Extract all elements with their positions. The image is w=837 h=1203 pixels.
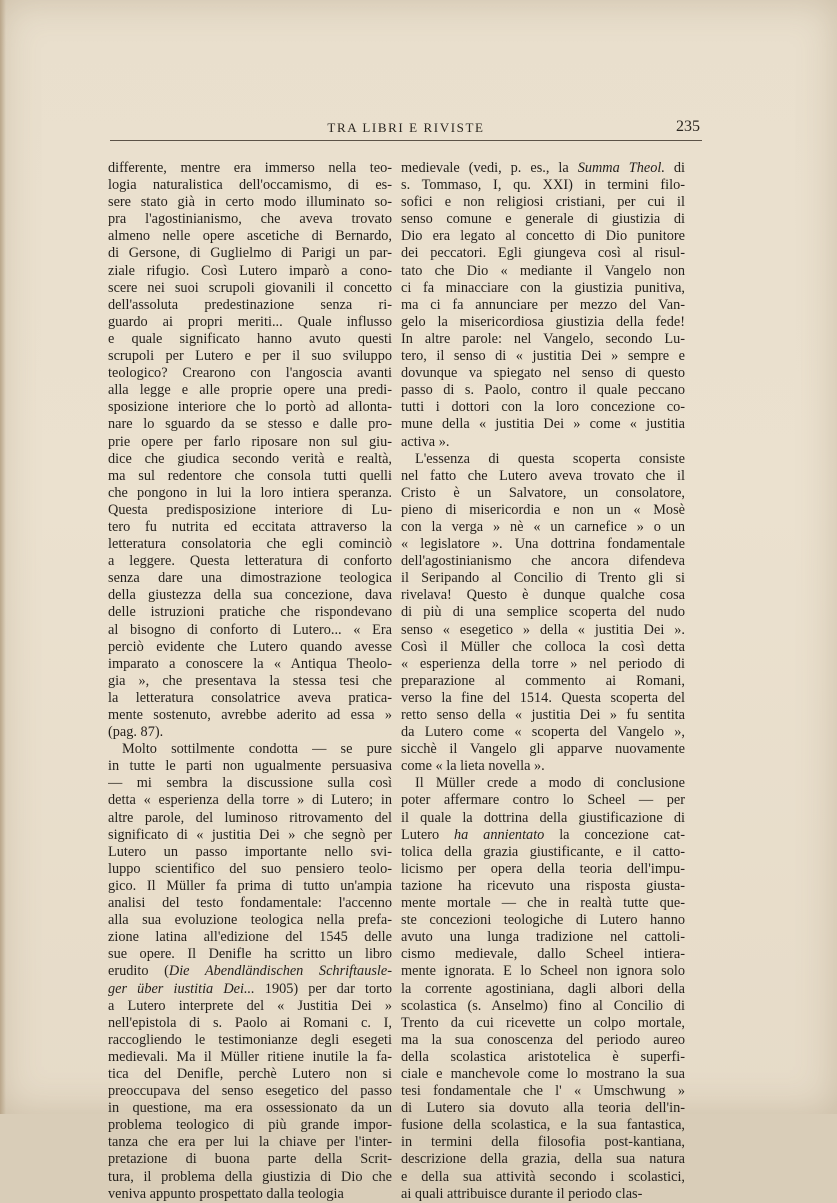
text-run: tutti i dottori con la loro concezione co- [401, 399, 685, 416]
text-line [108, 280, 392, 297]
text-column-right [401, 160, 685, 1203]
text-line [401, 707, 685, 724]
text-line [108, 399, 392, 416]
running-head: TRA LIBRI E RIVISTE [327, 120, 485, 135]
text-line [401, 981, 685, 998]
text-run: imparato a conoscere la « Antiqua Theolo- [108, 655, 392, 672]
text-line [401, 946, 685, 963]
text-line [401, 434, 685, 451]
text-run: e della sua attività secondo i scolastici, [401, 1168, 685, 1185]
text-line [108, 690, 392, 707]
text-line [401, 1083, 685, 1100]
text-line [401, 741, 685, 758]
text-line [108, 416, 392, 433]
text-run: poter affermare contro lo Scheel — per [401, 792, 685, 809]
text-line [108, 998, 392, 1015]
text-line [108, 382, 392, 399]
text-line [401, 331, 685, 348]
text-run: sicchè il Vangelo gli apparve nuovamente [401, 741, 685, 758]
text-run: « legislatore ». Una dottrina fondamentale [401, 536, 685, 553]
text-run: Lutero un passo importante nello svi- [108, 843, 392, 860]
text-line [401, 998, 685, 1015]
text-line [108, 1049, 392, 1066]
text-run: della scolastica aristotelica è superfi- [401, 1048, 685, 1065]
text-line [401, 929, 685, 946]
text-line [108, 895, 392, 912]
text-run: tolica della grazia giustificante, e il catto- [401, 843, 685, 860]
text-line [108, 177, 392, 194]
text-run: dei peccatori. Egli giungeva così al risul- [401, 245, 685, 262]
text-line [401, 912, 685, 929]
text-line [108, 656, 392, 673]
text-run: activa ». [401, 433, 450, 450]
text-line [401, 228, 685, 245]
text-line [108, 434, 392, 451]
text-run: descrizione della grazia, della sua natura [401, 1151, 685, 1168]
text-line [401, 280, 685, 297]
text-line [401, 587, 685, 604]
text-line [401, 1186, 685, 1203]
text-line [401, 211, 685, 228]
text-column-left [108, 160, 392, 1203]
text-run: Lutero [401, 826, 454, 843]
text-run: letteratura consolatoria che egli cominciò [108, 536, 392, 553]
text-line [401, 792, 685, 809]
text-run: avuto una lunga tradizione nel cattoli- [401, 929, 685, 946]
text-run: nell'epistola di s. Paolo ai Romani c. I, [108, 1014, 392, 1031]
text-line [108, 502, 392, 519]
text-run: mune della « justitia Dei » come « justitia [401, 416, 685, 433]
text-line [401, 468, 685, 485]
text-line [401, 963, 685, 980]
text-run: veniva appunto prospettato dalla teologia [108, 1185, 344, 1202]
text-run: di [664, 160, 685, 176]
text-line [108, 194, 392, 211]
text-line [108, 297, 392, 314]
text-run: verso la fine del 1514. Questa scoperta del [401, 689, 685, 706]
text-line [401, 519, 685, 536]
text-line [401, 399, 685, 416]
text-run: altre parole, del luminoso ritrovamento del [108, 809, 392, 826]
text-line [108, 792, 392, 809]
text-line [108, 622, 392, 639]
text-run: scolastica (s. Anselmo) fino al Concilio di [401, 997, 685, 1014]
text-run: pieno di misericordia e non un « Mosè [401, 501, 685, 518]
text-run: il Seripando al Concilio di Trento gli si [401, 570, 685, 587]
text-run: a Lutero interprete del « Justitia Dei » [108, 997, 392, 1014]
text-line [108, 536, 392, 553]
text-line [401, 245, 685, 262]
text-run: il quale la dottrina della giustificazione di [401, 809, 685, 826]
text-run: problema teologico di più grande impor- [108, 1117, 392, 1134]
text-run: ma la sua conoscenza del periodo aureo [401, 1031, 685, 1048]
italic-run: ha annientato [454, 826, 545, 843]
text-run: gico. Il Müller fa prima di tutto un'ampia [108, 877, 392, 894]
text-line [401, 1151, 685, 1168]
text-run: tero fu nutrita ed eccitata attraverso la [108, 518, 392, 535]
text-run: significato di « justitia Dei » che segnò per [108, 826, 392, 843]
text-line [401, 553, 685, 570]
text-line [108, 929, 392, 946]
text-line [108, 365, 392, 382]
text-line [401, 348, 685, 365]
text-run: detta « esperienza della torre » di Lutero; in [108, 792, 392, 809]
text-run: rivelava! Questo è dunque qualche cosa [401, 587, 685, 604]
text-line [108, 946, 392, 963]
text-line [401, 878, 685, 895]
text-run: cismo medievale, dallo Scheel intiera- [401, 946, 685, 963]
text-line [401, 365, 685, 382]
text-run: zione latina all'edizione del 1545 delle [108, 929, 392, 946]
text-run: Dio era legato al concetto di Dio punitore [401, 228, 685, 245]
text-line [401, 1134, 685, 1151]
text-run: tero, il senso di « justitia Dei » sempre e [401, 348, 685, 365]
text-line [401, 1100, 685, 1117]
text-line [401, 194, 685, 211]
text-run: senza dare una dimostrazione teologica [108, 570, 392, 587]
text-line [401, 639, 685, 656]
text-run: — mi sembra la discussione sulla così [108, 775, 392, 792]
text-run: dovunque va spiegato nel senso di questo [401, 365, 685, 382]
text-run: nel fatto che Lutero aveva trovato che il [401, 467, 685, 484]
text-run: medievale (vedi, p. es., la [401, 160, 578, 176]
page-header [110, 118, 702, 142]
italic-run: ger über iustitia Dei... [108, 980, 255, 997]
text-run: Così il Müller che colloca la così detta [401, 638, 685, 655]
text-line [108, 639, 392, 656]
text-line [401, 263, 685, 280]
text-run: in termini della filosofia post-kantiana, [401, 1134, 685, 1151]
text-run: scere nei suoi scrupoli giovanili il concetto [108, 279, 392, 296]
text-run: sposizione interiore che lo portò ad allonta- [108, 399, 392, 416]
text-run: delle istruzioni pratiche che rispondevano [108, 604, 392, 621]
text-line [108, 587, 392, 604]
text-line [108, 724, 392, 741]
text-run: tesi fondamentale che l' « Umschwung » [401, 1083, 685, 1100]
text-run: di più di una semplice scoperta del nudo [401, 604, 685, 621]
text-line [401, 451, 685, 468]
text-run: 1905) per dar torto [254, 980, 392, 997]
text-line [108, 160, 392, 177]
text-run: alla legge e alle proprie opere una predi- [108, 382, 392, 399]
text-run: ste concezioni teologiche di Lutero hanno [401, 912, 685, 929]
text-line [108, 485, 392, 502]
text-run: nare lo sguardo da se stesso e dalle pro- [108, 416, 392, 433]
text-line [108, 331, 392, 348]
text-line [401, 724, 685, 741]
text-run: scrupoli per Lutero e per il suo sviluppo [108, 348, 392, 365]
text-run: della giustezza della sua concezione, dava [108, 587, 392, 604]
text-run: tato che Dio « mediante il Vangelo non [401, 262, 685, 279]
text-run: come « la lieta novella ». [401, 758, 545, 775]
text-run: passo di s. Paolo, contro il quale peccano [401, 382, 685, 399]
text-line [401, 673, 685, 690]
text-line [401, 297, 685, 314]
text-run: senso « esegetico » della « justitia Dei ». [401, 621, 685, 638]
text-line [401, 416, 685, 433]
text-line [401, 844, 685, 861]
text-run: preparazione al commento ai Romani, [401, 672, 685, 689]
text-run: medievali. Ma il Müller ritiene inutile la fa- [108, 1048, 392, 1065]
text-line [401, 1049, 685, 1066]
text-line [108, 314, 392, 331]
text-line [108, 451, 392, 468]
text-line [401, 775, 685, 792]
text-run: tura, il problema della giustizia di Dio che [108, 1168, 392, 1185]
text-line [108, 245, 392, 262]
text-run: la corrente agostiniana, dagli albori della [401, 980, 685, 997]
text-run: ai quali attribuisce durante il periodo clas- [401, 1185, 643, 1202]
text-line [108, 228, 392, 245]
text-run: di Gersone, di Guglielmo di Parigi un par- [108, 245, 392, 262]
text-line [401, 1169, 685, 1186]
text-run: prie opere per farlo riposare non sul giu- [108, 433, 392, 450]
text-line [108, 1015, 392, 1032]
text-line [401, 656, 685, 673]
text-run: mente mortale — che in realtà tutte que- [401, 895, 685, 912]
text-line [108, 348, 392, 365]
text-line [401, 810, 685, 827]
text-line [108, 758, 392, 775]
text-line [108, 1134, 392, 1151]
text-line [401, 485, 685, 502]
text-run: mente ignorata. E lo Scheel non ignora solo [401, 963, 685, 980]
text-run: guardo ai propri meriti... Quale influsso [108, 313, 392, 330]
text-run: ma sul redentore che consola tutti quelli [108, 467, 392, 484]
text-run: « esperienza della torre » nel periodo di [401, 655, 685, 672]
text-run: di Lutero sia dovuto alla teoria dell'in- [401, 1100, 685, 1117]
text-run: analisi del testo fondamentale: l'accenno [108, 895, 392, 912]
text-line [108, 570, 392, 587]
text-run: Molto sottilmente condotta — se pure [122, 741, 392, 758]
text-line [401, 1015, 685, 1032]
text-run: da Lutero come « scoperta del Vangelo », [401, 724, 685, 741]
text-run: sere stato già in certo modo illuminato so- [108, 194, 392, 211]
text-run: retto senso della « justitia Dei » fu sentita [401, 707, 685, 723]
text-run: Trento da cui ricevette un colpo mortale, [401, 1014, 685, 1031]
text-line [108, 878, 392, 895]
text-run: tica del Denifle, perchè Lutero non si [108, 1065, 392, 1082]
text-line [108, 963, 392, 980]
text-run: senso comune e generale di giustizia di [401, 211, 685, 228]
text-line [108, 1032, 392, 1049]
text-run: (pag. 87). [108, 724, 164, 741]
text-run: Il Müller crede a modo di conclusione [415, 775, 685, 792]
text-run: che pongono in lui la loro intiera speranza. [108, 484, 392, 501]
text-run: luppo scientifico del suo pensiero teolo- [108, 860, 392, 877]
text-line [108, 844, 392, 861]
text-run: Cristo è un Salvatore, un consolatore, [401, 484, 685, 501]
text-line [108, 1066, 392, 1083]
text-run: al bisogno di conforto di Lutero... « Era [108, 621, 392, 638]
page-number: 235 [676, 118, 700, 135]
text-run: gia », che presentava la stessa tesi che [108, 672, 392, 689]
text-line [108, 1186, 392, 1203]
text-line [108, 861, 392, 878]
text-line [108, 673, 392, 690]
text-line [108, 707, 392, 724]
text-run: alla sua evoluzione teologica nella prefa- [108, 912, 392, 929]
text-line [108, 553, 392, 570]
header-rule [110, 140, 702, 141]
text-run: in questione, ma era ossessionato da un [108, 1100, 392, 1117]
text-line [108, 211, 392, 228]
text-line [401, 160, 685, 177]
text-line [401, 1032, 685, 1049]
text-run: mente sostenuto, avrebbe aderito ad essa » [108, 707, 392, 723]
text-run: L'essenza di questa scoperta consiste [415, 450, 685, 467]
text-run: fusione della scolastica, e la sua fantastica, [401, 1117, 685, 1134]
text-line [401, 536, 685, 553]
text-line [401, 690, 685, 707]
text-run: sue opere. Il Denifle ha scritto un libro [108, 946, 392, 963]
text-line [108, 775, 392, 792]
text-run: s. Tommaso, I, qu. XXI) in termini filo- [401, 177, 685, 194]
text-line [401, 382, 685, 399]
text-line [108, 519, 392, 536]
text-run: dell'agostinianismo che ancora difendeva [401, 553, 685, 570]
text-run: in tutte le parti non ugualmente persuasiva [108, 758, 392, 775]
text-run: a leggere. Questa letteratura di conforto [108, 553, 392, 570]
text-run: logia naturalistica dell'occamismo, di es- [108, 177, 392, 194]
text-line [108, 468, 392, 485]
text-line [401, 502, 685, 519]
text-line [108, 1100, 392, 1117]
text-line [108, 827, 392, 844]
italic-run: Summa Theol. [577, 160, 665, 176]
text-line [401, 827, 685, 844]
text-line [108, 810, 392, 827]
text-line [108, 981, 392, 998]
text-run: raccogliendo le testimonianze degli esegeti [108, 1031, 392, 1048]
text-run: licismo per opera della teoria dell'impu- [401, 860, 685, 877]
text-run: ciale e manchevole come lo mostrano la sua [401, 1065, 685, 1082]
text-run: la letteratura consolatrice aveva pratica- [108, 689, 392, 706]
text-run: erudito ( [108, 963, 169, 980]
text-line [108, 1169, 392, 1186]
text-run: dice che giudica secondo verità e realtà, [108, 450, 392, 467]
text-run: pra l'agostinianismo, che aveva trovato [108, 211, 392, 228]
text-run: tazione ha ricevuto una risposta giusta- [401, 877, 685, 894]
text-line [108, 1083, 392, 1100]
text-run: gelo la misericordiosa giustizia della fede! [401, 313, 685, 330]
text-line [401, 604, 685, 621]
text-line [108, 912, 392, 929]
text-line [401, 1066, 685, 1083]
text-line [401, 570, 685, 587]
text-run: differente, mentre era immerso nella teo- [108, 160, 392, 176]
text-line [401, 895, 685, 912]
text-run: perciò evidente che Lutero quando avesse [108, 638, 392, 655]
text-line [108, 1117, 392, 1134]
text-line [108, 741, 392, 758]
text-run: ziale rifugio. Così Lutero imparò a cono- [108, 262, 392, 279]
text-run: preoccupava del senso esegetico del passo [108, 1083, 392, 1100]
text-run: teologico? Crearono con l'angoscia avanti [108, 365, 392, 382]
text-run: sofici e non religiosi cristiani, per cui il [401, 194, 685, 211]
text-run: pretazione di buona parte della Scrit- [108, 1151, 392, 1168]
text-line [108, 1151, 392, 1168]
text-run: dell'assoluta predestinazione senza ri- [108, 296, 392, 313]
text-run: la concezione cat- [544, 826, 685, 843]
text-run: ma ci fa annunciare per mezzo del Van- [401, 296, 685, 313]
text-line [108, 263, 392, 280]
text-line [401, 1117, 685, 1134]
text-run: e quale significato hanno avuto questi [108, 330, 392, 347]
italic-run: Die Abendländischen Schriftausle- [168, 963, 392, 980]
text-line [401, 314, 685, 331]
text-line [401, 622, 685, 639]
text-run: Questa predisposizione interiore di Lu- [108, 501, 392, 518]
text-run: con la verga » nè « un carnefice » o un [401, 518, 685, 535]
text-line [401, 758, 685, 775]
text-run: ci fa minacciare con la giustizia punitiva, [401, 279, 685, 296]
page-edge-shadow [0, 0, 6, 1114]
text-line [401, 861, 685, 878]
text-run: In altre parole: nel Vangelo, secondo Lu- [401, 330, 685, 347]
text-line [108, 604, 392, 621]
text-line [401, 177, 685, 194]
text-run: tanza che era per lui la chiave per l'inter- [108, 1134, 392, 1151]
text-run: almeno nelle opere ascetiche di Bernardo, [108, 228, 392, 245]
